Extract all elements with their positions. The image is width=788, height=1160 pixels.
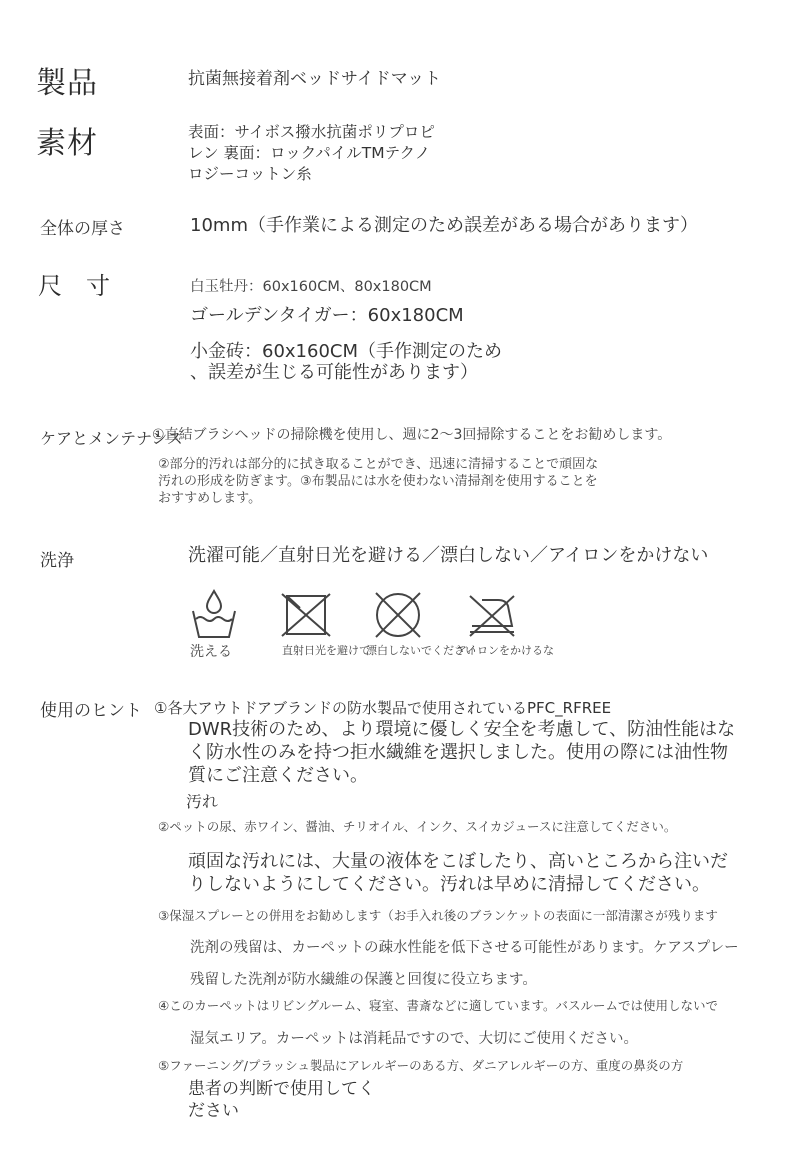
- material-line-3: ロジーコットン糸: [188, 165, 312, 183]
- tip-3-line-1: ③保湿スプレーとの併用をお勧めします（お手入れ後のブランケットの表面に一部清潔さが残ります: [158, 908, 718, 923]
- no-iron-icon: [466, 592, 518, 638]
- size-line-1: 白玉牡丹：60x160CM、80x180CM: [190, 279, 432, 295]
- tip-1-line-1: ①各大アウトドアブランドの防水製品で使用されているPFC_RFREE: [154, 699, 612, 717]
- size-line-2: ゴールデンタイガー：60x180CM: [190, 305, 464, 326]
- care-label: ケアとメンテナンス: [40, 429, 183, 448]
- no-sunlight-icon: [280, 592, 332, 638]
- tips-label: 使用のヒント: [40, 701, 142, 721]
- thickness-label: 全体の厚さ: [40, 219, 125, 239]
- care-line-2: ②部分的汚れは部分的に拭き取ることができ、迅速に清掃することで頑固な: [158, 457, 599, 472]
- care-line-3: 汚れの形成を防ぎます。③布製品には水を使わない清掃剤を使用することを: [158, 474, 598, 489]
- care-line-1: ①直結ブラシヘッドの掃除機を使用し、週に2〜3回掃除することをお勧めします。: [152, 427, 672, 443]
- size-label: 尺 寸: [38, 272, 110, 300]
- tip-5-line-1: ⑤ファーニング/プラッシュ製品にアレルギーのある方、ダニアレルギーの方、重度の鼻炎の方: [158, 1058, 684, 1073]
- product-label: 製品: [36, 66, 98, 101]
- no-iron-caption: アイロンをかけるな: [456, 644, 555, 657]
- thickness-value: 10mm（手作業による測定のため誤差がある場合があります）: [190, 215, 698, 236]
- washable-icon: [190, 585, 238, 641]
- tip-1-line-3: く防水性のみを持つ拒水繊維を選択しました。使用の際には油性物: [188, 742, 728, 763]
- tip-2-line-1: ②ペットの尿、赤ワイン、醤油、チリオイル、インク、スイカジュースに注意してください。: [158, 819, 677, 834]
- care-line-4: おすすめします。: [158, 491, 262, 506]
- tip-1-line-4: 質にご注意ください。: [188, 765, 368, 786]
- tip-4-line-2: 湿気エリア。カーペットは消耗品ですので、大切にご使用ください。: [190, 1031, 639, 1047]
- no-sunlight-caption: 直射日光を避けて: [282, 644, 370, 657]
- material-line-2: レン 裏面：ロックパイルTMテクノ: [188, 144, 431, 162]
- wash-label: 洗浄: [40, 551, 74, 571]
- material-line-1: 表面：サイボス撥水抗菌ポリプロピ: [188, 123, 435, 141]
- washable-caption: 洗える: [190, 644, 232, 660]
- tip-1-line-5: 汚れ: [186, 792, 219, 811]
- tip-3-line-2: 洗剤の残留は、カーペットの疎水性能を低下させる可能性があります。ケアスプレー: [190, 940, 739, 956]
- tip-4-line-1: ④このカーペットはリビングルーム、寝室、書斎などに適しています。バスルームでは使用しないで: [158, 998, 718, 1013]
- tip-5-line-3: ださい: [188, 1101, 239, 1121]
- no-bleach-caption: 漂白しないでください: [366, 644, 476, 657]
- size-line-3a: 小金砖：60x160CM（手作測定のため: [190, 341, 503, 362]
- tip-2-line-2: 頑固な汚れには、大量の液体をこぼしたり、高いところから注いだ: [188, 851, 728, 872]
- tip-5-line-2: 患者の判断で使用してく: [188, 1079, 375, 1099]
- material-label: 素材: [36, 126, 98, 161]
- no-bleach-icon: [372, 590, 424, 640]
- tip-1-line-2: DWR技術のため、より環境に優しく安全を考慮して、防油性能はな: [188, 719, 736, 740]
- tip-3-line-3: 残留した洗剤が防水繊維の保護と回復に役立ちます。: [190, 972, 537, 988]
- wash-summary: 洗濯可能／直射日光を避ける／漂白しない／アイロンをかけない: [188, 545, 709, 566]
- size-line-3b: 、誤差が生じる可能性があります）: [190, 362, 478, 383]
- product-value: 抗菌無接着剤ベッドサイドマット: [188, 69, 442, 89]
- tip-2-line-3: りしないようにしてください。汚れは早めに清掃してください。: [188, 874, 710, 895]
